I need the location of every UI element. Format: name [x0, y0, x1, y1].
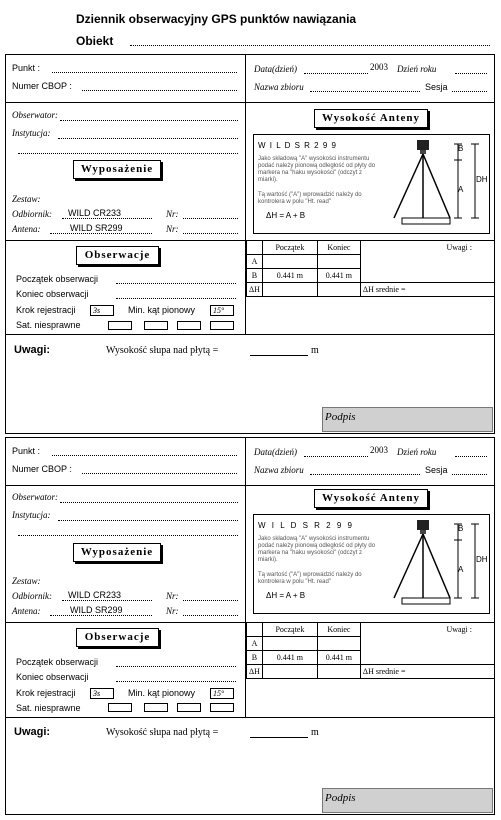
- diagram-dh-label: DH: [476, 175, 488, 184]
- antena-field[interactable]: [50, 615, 152, 616]
- odbiornik-nr-label: Nr:: [166, 591, 179, 601]
- sat-box-3[interactable]: [177, 321, 201, 330]
- instytucja-field[interactable]: [58, 520, 238, 521]
- nazwa-zbioru-field[interactable]: [310, 91, 420, 92]
- poczatek-obs-field[interactable]: [116, 666, 236, 667]
- dh-koniec-cell[interactable]: [317, 665, 360, 679]
- diagram-a-label: A: [458, 565, 464, 574]
- dh-poczatek-cell[interactable]: [262, 283, 317, 297]
- zestaw-label: Zestaw:: [12, 576, 41, 586]
- punkt-label: Punkt :: [12, 446, 41, 456]
- antena-nr-label: Nr:: [166, 606, 179, 616]
- wyposazenie-header: Wyposażenie: [73, 160, 161, 179]
- page-title: Dziennik obserwacyjny GPS punktów nawiązania: [76, 12, 357, 26]
- wysokosc-slupa-field[interactable]: [250, 737, 308, 738]
- sat-label: Sat. niesprawne: [16, 320, 81, 330]
- dzien-roku-field[interactable]: [455, 456, 487, 457]
- krok-input[interactable]: 3s: [90, 305, 114, 316]
- divider: [5, 102, 495, 103]
- antenna-note-1: Jako składową "A" wysokości instrumentu podać należy pionową odległość od płyty do markera na "haku wysokości" (odczyt z miarki).: [258, 156, 376, 183]
- data-label: Data(dzień): [254, 64, 297, 74]
- wysokosc-anteny-header: Wysokość Anteny: [314, 109, 428, 128]
- nazwa-zbioru-field[interactable]: [310, 474, 420, 475]
- sat-box-4[interactable]: [210, 703, 234, 712]
- odbiornik-label: Odbiornik:: [12, 591, 52, 601]
- height-formula: ΔH = A + B: [266, 591, 306, 600]
- krok-label: Krok rejestracji: [16, 688, 76, 698]
- obserwator-label: Obserwator:: [12, 110, 59, 120]
- cbop-label: Numer CBOP :: [12, 81, 72, 91]
- min-kat-label: Min. kąt pionowy: [128, 688, 196, 698]
- antena-label: Antena:: [12, 606, 41, 616]
- sat-box-1[interactable]: [108, 703, 132, 712]
- b-poczatek-cell: 0.441 m: [262, 651, 317, 665]
- dzien-roku-label: Dzień roku: [397, 64, 437, 74]
- antena-nr-field[interactable]: [183, 615, 238, 616]
- instytucja-field[interactable]: [58, 138, 238, 139]
- unit-m: m: [311, 727, 319, 738]
- antenna-note-1: Jako składową "A" wysokości instrumentu podać należy pionową odległość od płyty do markera na "haku wysokości" (odczyt z miarki).: [258, 536, 376, 563]
- antenna-model: W I L D S R 2 9 9: [258, 141, 337, 150]
- punkt-field[interactable]: [52, 72, 237, 73]
- obserwator-label: Obserwator:: [12, 492, 59, 502]
- sat-box-2[interactable]: [144, 321, 168, 330]
- cbop-label: Numer CBOP :: [12, 464, 72, 474]
- obserwator-field[interactable]: [60, 120, 238, 121]
- row-label-a: A: [247, 637, 263, 651]
- antenna-note-2: Tą wartość ("A") wprowadzić należy do kontrolera w polu "Ht. read": [258, 572, 362, 585]
- unit-m: m: [311, 345, 319, 356]
- sat-box-2[interactable]: [144, 703, 168, 712]
- odbiornik-field[interactable]: [62, 600, 152, 601]
- diagram-b-label: B: [458, 524, 464, 533]
- row-label-dh: ΔH: [247, 283, 263, 297]
- object-label: Obiekt: [76, 34, 114, 48]
- dzien-roku-label: Dzień roku: [397, 447, 437, 457]
- odbiornik-label: Odbiornik:: [12, 209, 52, 219]
- obserwator-field[interactable]: [60, 502, 238, 503]
- tripod-diagram: [380, 516, 488, 612]
- sat-box-3[interactable]: [177, 703, 201, 712]
- odbiornik-nr-field[interactable]: [183, 218, 238, 219]
- a-koniec-cell[interactable]: [317, 637, 360, 651]
- height-table: [246, 240, 495, 297]
- a-poczatek-cell[interactable]: [262, 637, 317, 651]
- dh-srednie-cell: ΔH srednie =: [360, 665, 494, 679]
- punkt-label: Punkt :: [12, 63, 41, 73]
- obserwacje-header: Obserwacje: [76, 628, 159, 647]
- sat-box-4[interactable]: [210, 321, 234, 330]
- krok-label: Krok rejestracji: [16, 305, 76, 315]
- sesja-field[interactable]: [452, 91, 487, 92]
- divider: [5, 485, 495, 486]
- poczatek-obs-label: Początek obserwacji: [16, 274, 99, 284]
- row-label-b: B: [247, 269, 263, 283]
- col-poczatek: Początek: [262, 623, 317, 637]
- antena-field[interactable]: [50, 233, 152, 234]
- wysokosc-slupa-label: Wysokość słupa nad płytą =: [106, 345, 219, 356]
- row-label-dh: ΔH: [247, 665, 263, 679]
- a-poczatek-cell[interactable]: [262, 255, 317, 269]
- koniec-obs-field[interactable]: [116, 681, 236, 682]
- divider: [5, 717, 495, 718]
- height-table: [246, 622, 495, 679]
- cbop-field[interactable]: [82, 90, 237, 91]
- odbiornik-nr-label: Nr:: [166, 209, 179, 219]
- year-value: 2003: [370, 62, 388, 72]
- b-poczatek-cell: 0.441 m: [262, 269, 317, 283]
- year-value: 2003: [370, 445, 388, 455]
- koniec-obs-label: Koniec obserwacji: [16, 672, 89, 682]
- sat-box-1[interactable]: [108, 321, 132, 330]
- b-koniec-cell: 0.441 m: [317, 651, 360, 665]
- col-koniec: Koniec: [317, 241, 360, 255]
- odbiornik-nr-field[interactable]: [183, 600, 238, 601]
- diagram-a-label: A: [458, 185, 464, 194]
- odbiornik-field[interactable]: [62, 218, 152, 219]
- antena-nr-label: Nr:: [166, 224, 179, 234]
- koniec-obs-label: Koniec obserwacji: [16, 289, 89, 299]
- instytucja-label: Instytucja:: [12, 510, 51, 520]
- koniec-obs-field[interactable]: [116, 298, 236, 299]
- antena-nr-field[interactable]: [183, 233, 238, 234]
- height-formula: ΔH = A + B: [266, 211, 306, 220]
- col-poczatek: Początek: [262, 241, 317, 255]
- cbop-field[interactable]: [82, 473, 237, 474]
- instytucja-field-2[interactable]: [18, 153, 238, 154]
- antena-value: WILD SR299: [70, 223, 123, 233]
- a-koniec-cell[interactable]: [317, 255, 360, 269]
- antena-value: WILD SR299: [70, 605, 123, 615]
- sesja-field[interactable]: [452, 474, 487, 475]
- tripod-diagram: [380, 136, 488, 232]
- col-koniec: Koniec: [317, 623, 360, 637]
- b-koniec-cell: 0.441 m: [317, 269, 360, 283]
- nazwa-zbioru-label: Nazwa zbioru: [254, 465, 304, 475]
- dh-srednie-cell: ΔH srednie =: [360, 283, 494, 297]
- punkt-field[interactable]: [52, 455, 237, 456]
- row-label-b: B: [247, 651, 263, 665]
- col-uwagi: Uwagi :: [360, 241, 494, 255]
- antena-label: Antena:: [12, 224, 41, 234]
- dh-poczatek-cell[interactable]: [262, 665, 317, 679]
- obserwacje-header: Obserwacje: [76, 246, 159, 265]
- poczatek-obs-field[interactable]: [116, 283, 236, 284]
- data-field[interactable]: [304, 456, 368, 457]
- dh-koniec-cell[interactable]: [317, 283, 360, 297]
- wysokosc-slupa-label: Wysokość słupa nad płytą =: [106, 727, 219, 738]
- krok-input[interactable]: 3s: [90, 688, 114, 699]
- object-field[interactable]: [130, 45, 490, 46]
- sesja-label: Sesja: [425, 82, 448, 92]
- podpis-box[interactable]: Podpis: [322, 788, 493, 813]
- antenna-note-2: Tą wartość ("A") wprowadzić należy do kontrolera w polu "Ht. read": [258, 192, 362, 205]
- wysokosc-slupa-field[interactable]: [250, 355, 308, 356]
- data-label: Data(dzień): [254, 447, 297, 457]
- podpis-box[interactable]: Podpis: [322, 407, 493, 432]
- uwagi-label: Uwagi:: [14, 726, 51, 738]
- divider: [5, 334, 495, 335]
- wyposazenie-header: Wyposażenie: [73, 543, 161, 562]
- min-kat-input[interactable]: 15°: [210, 305, 234, 316]
- antenna-model: W I L D S R 2 9 9: [258, 521, 354, 530]
- uwagi-label: Uwagi:: [14, 344, 51, 356]
- instytucja-label: Instytucja:: [12, 128, 51, 138]
- sesja-label: Sesja: [425, 465, 448, 475]
- odbiornik-value: WILD CR233: [68, 208, 122, 218]
- col-uwagi: Uwagi :: [360, 623, 494, 637]
- instytucja-field-2[interactable]: [18, 535, 238, 536]
- wysokosc-anteny-header: Wysokość Anteny: [314, 489, 428, 508]
- poczatek-obs-label: Początek obserwacji: [16, 657, 99, 667]
- odbiornik-value: WILD CR233: [68, 590, 122, 600]
- sat-label: Sat. niesprawne: [16, 703, 81, 713]
- data-field[interactable]: [304, 73, 368, 74]
- min-kat-label: Min. kąt pionowy: [128, 305, 196, 315]
- row-label-a: A: [247, 255, 263, 269]
- diagram-b-label: B: [458, 144, 464, 153]
- diagram-dh-label: DH: [476, 555, 488, 564]
- min-kat-input[interactable]: 15°: [210, 688, 234, 699]
- dzien-roku-field[interactable]: [455, 73, 487, 74]
- nazwa-zbioru-label: Nazwa zbioru: [254, 82, 304, 92]
- zestaw-label: Zestaw:: [12, 194, 41, 204]
